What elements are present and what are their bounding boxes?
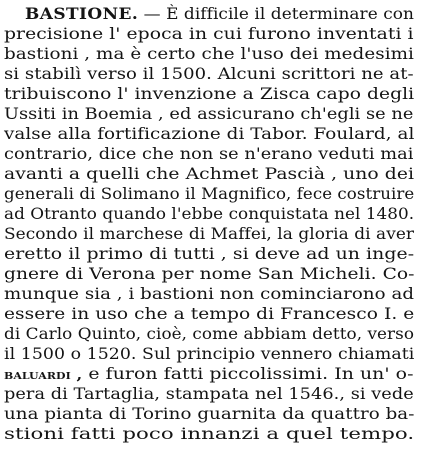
text-line-11: ad Otranto quando l'ebbe conquistata nel 1480. — [4, 205, 415, 223]
entry-text: — È difficile il determinare con — [143, 5, 414, 23]
text-line-10: generali di Solimano il Magnifico, fece costruire — [4, 185, 415, 203]
text-line-22: stioni fatti poco innanzi a quel tempo. — [4, 425, 415, 443]
text-line-13: eretto il primo di tutti , si deve ad un inge- — [4, 245, 415, 263]
text-line-9: avanti a quelli che Achmet Pascià , uno dei — [4, 165, 415, 183]
text-line-14: gnere di Verona per nome San Micheli. Co- — [4, 265, 415, 283]
text-line-5: tribuiscono l' invenzione a Zisca capo degli — [4, 85, 415, 103]
text-line-6: Ussiti in Boemia , ed assicurano ch'egli se ne — [4, 105, 414, 123]
text-line-21: una pianta di Torino guarnita da quattro ba- — [4, 405, 415, 423]
text-line-1 — [25, 4, 414, 24]
text-line-12: Secondo il marchese di Maffei, la gloria di aver — [4, 225, 415, 243]
entry-text: e furon fatti piccolissimi. In un' o- — [88, 365, 414, 383]
text-line-20: pera di Tartaglia, stampata nel 1546., si vede — [4, 385, 414, 403]
text-line-19 — [4, 364, 414, 385]
text-line-4: si stabilì verso il 1500. Alcuni scrittori ne at- — [4, 65, 414, 83]
text-line-16: essere in uso che a tempo di Francesco I. e — [4, 305, 415, 323]
text-line-18: il 1500 o 1520. Sul principio vennero chiamati — [4, 345, 415, 363]
text-line-17: di Carlo Quinto, cioè, come abbiam detto, verso — [4, 325, 415, 343]
text-line-15: munque sia , i bastioni non cominciarono ad — [4, 285, 415, 303]
small-caps-term: baluardi , — [4, 367, 83, 383]
text-line-3: bastioni , ma è certo che l'uso dei medesimi — [4, 45, 414, 63]
text-line-8: contrario, dice che non se n'erano veduti mai — [4, 145, 414, 163]
text-line-2: precisione l' epoca in cui furono inventati i — [4, 25, 414, 43]
headword: BASTIONE. — [25, 4, 139, 23]
text-line-7: valse alla fortificazione di Tabor. Foulard, al — [4, 125, 415, 143]
